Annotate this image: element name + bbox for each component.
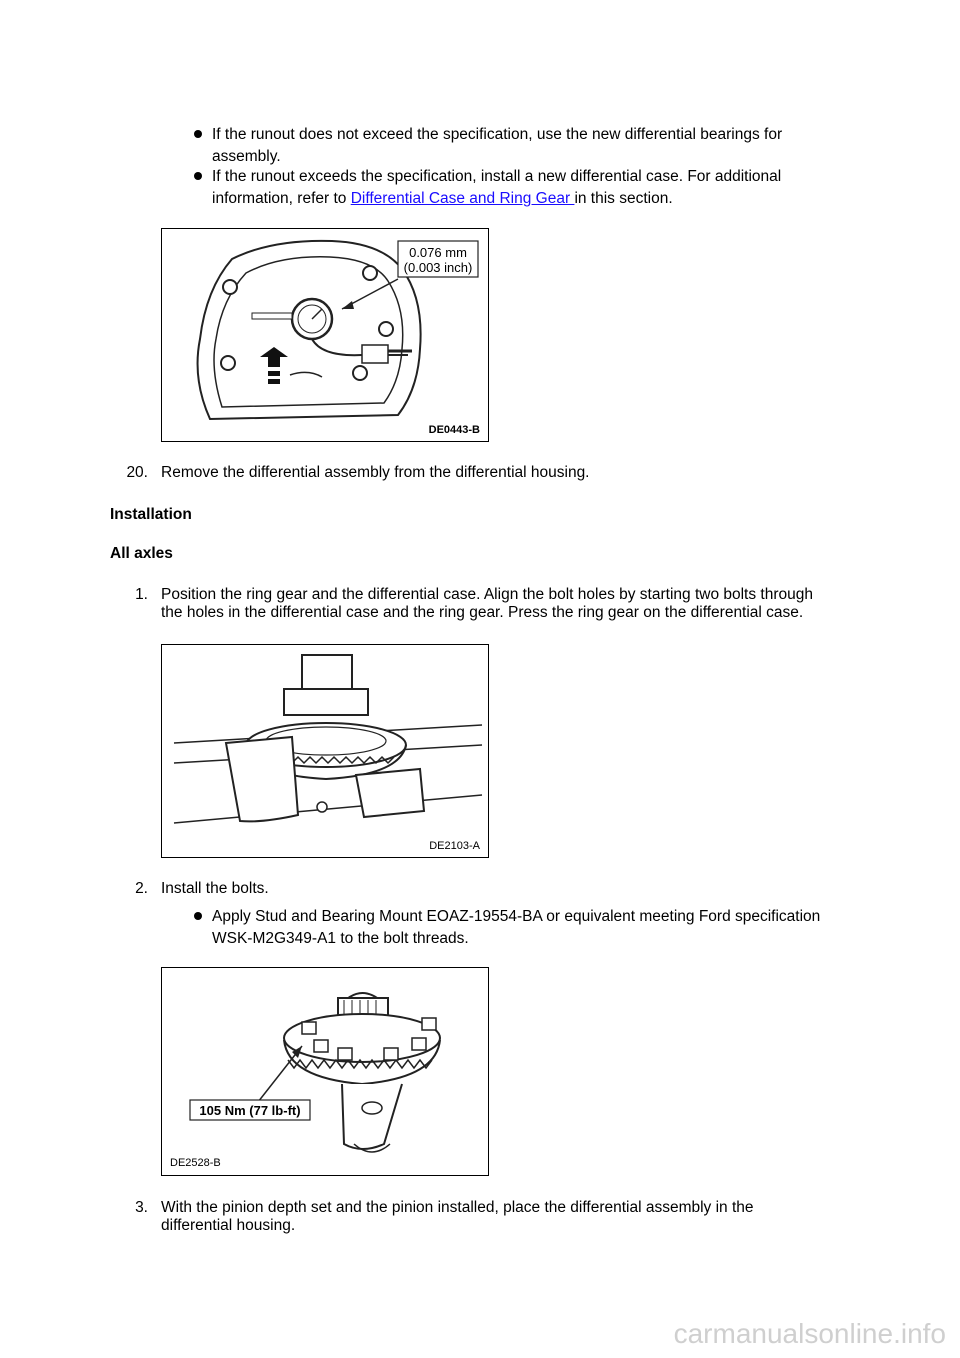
torque-spec: 105 Nm (77 lb-ft) <box>199 1103 301 1118</box>
step-text: Install the bolts. <box>161 880 269 897</box>
runout-spec-inch: (0.003 inch) <box>403 260 473 275</box>
bullet-item <box>194 166 854 210</box>
figure-press-ring-gear <box>161 644 489 858</box>
subsection-heading-all-axles: All axles <box>110 545 173 562</box>
step-number: 20. <box>126 464 148 481</box>
figure-install-bolts <box>161 967 489 1176</box>
figure-code: DE0443-B <box>428 424 480 436</box>
step-text-line: Position the ring gear and the differential case. Align the bolt holes by starting two bolts through <box>161 586 813 603</box>
differential-runout-illustration <box>162 229 488 441</box>
step-text-line: differential housing. <box>161 1217 296 1234</box>
bullet-icon <box>194 172 202 180</box>
step-number: 1. <box>135 586 148 603</box>
step-number: 2. <box>135 880 148 897</box>
step-text-line: the holes in the differential case and the ring gear. Press the ring gear on the differential case. <box>161 604 804 621</box>
runout-spec-mm: 0.076 mm <box>409 245 467 260</box>
bolt-torque-illustration <box>162 968 488 1175</box>
bullet-text: Apply Stud and Bearing Mount EOAZ-19554-BA or equivalent meeting Ford specification WSK-M2G349-A1 to the bolt threads. <box>212 908 821 947</box>
differential-case-link[interactable]: Differential Case and Ring Gear <box>350 190 575 207</box>
bullet-icon <box>194 912 202 920</box>
section-heading-installation: Installation <box>110 506 192 523</box>
bullet-text: If the runout does not exceed the specification, use the new differential bearings for assembly. <box>212 126 783 165</box>
bullet-icon <box>194 130 202 138</box>
bullet-item <box>194 906 854 950</box>
bullet-item <box>194 124 854 168</box>
figure-runout-check <box>161 228 489 442</box>
step-text-line: With the pinion depth set and the pinion installed, place the differential assembly in the <box>161 1199 754 1216</box>
ring-gear-press-illustration <box>162 645 488 857</box>
step-number: 3. <box>135 1199 148 1216</box>
bullet-text: If the runout exceeds the specification, install a new differential case. For additional information, refer to Differential Case and Ring Gear in this section. <box>212 168 782 207</box>
watermark-text: carmanualsonline.info <box>673 1318 946 1349</box>
step-text: Remove the differential assembly from the differential housing. <box>161 464 590 481</box>
figure-code: DE2103-A <box>429 840 480 852</box>
figure-code: DE2528-B <box>170 1157 221 1169</box>
